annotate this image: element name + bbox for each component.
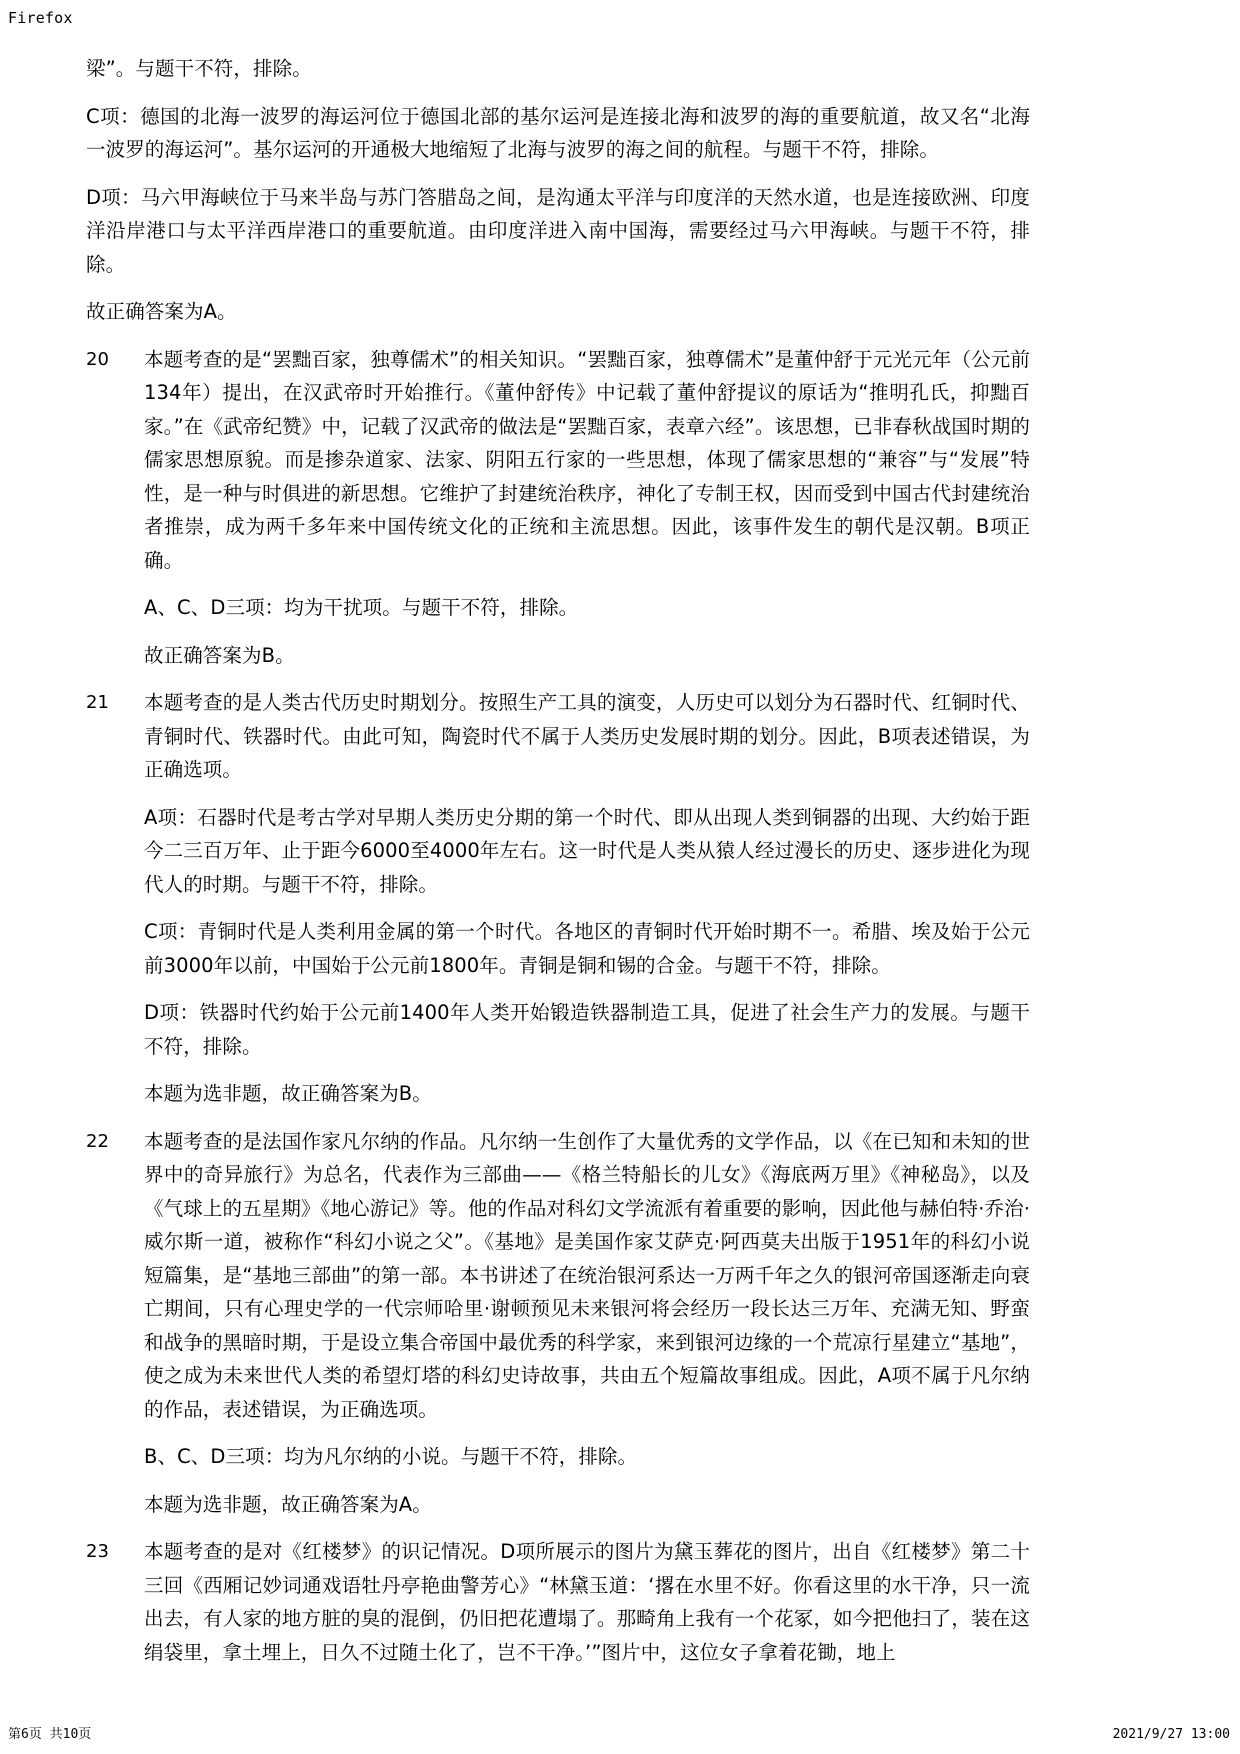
question-number: 22 bbox=[86, 1130, 109, 1152]
question-block bbox=[86, 1535, 1030, 1669]
page-number-label: 第6页 共10页 bbox=[8, 1727, 92, 1742]
option-paragraph: C项：青铜时代是人类利用金属的第一个时代。各地区的青铜时代开始时期不一。希腊、埃及始于公元前3000年以前，中国始于公元前1800年。青铜是铜和锡的合金。与题干不符，排除。 bbox=[144, 920, 1030, 977]
browser-name: Firefox bbox=[8, 9, 73, 27]
option-paragraph: 本题为选非题，故正确答案为B。 bbox=[144, 1082, 432, 1105]
question-explanation-text: 本题考查的是法国作家凡尔纳的作品。凡尔纳一生创作了大量优秀的文学作品，以《在已知和未知的世界中的奇异旅行》为总名，代表作为三部曲——《格兰特船长的儿女》《海底两万里》《神秘岛》，以及《气球上的五星期》《地心游记》等。他的作品对科幻文学流派有着重要的影响，因此他与赫伯特·乔治·威尔斯一道，被称作“科幻小说之父”。《基地》是美国作家艾萨克·阿西莫夫出版于1951年的科幻小说短篇集，是“基地三部曲”的第一部。本书讲述了在统治银河系达一万两千年之久的银河帝国逐渐走向衰亡期间，只有心理史学的一代宗师哈里·谢顿预见未来银河将会经历一段长达三万年、充满无知、野蛮和战争的黑暗时期，于是设立集合帝国中最优秀的科学家，来到银河边缘的一个荒凉行星建立“基地”，使之成为未来世代人类的希望灯塔的科幻史诗故事，共由五个短篇故事组成。因此，A项不属于凡尔纳的作品，表述错误，为正确选项。 bbox=[144, 1129, 1030, 1421]
question-explanation-text: 本题考查的是对《红楼梦》的识记情况。D项所展示的图片为黛玉葬花的图片，出自《红楼梦》第二十三回《西厢记妙词通戏语牡丹亭艳曲警芳心》“林黛玉道：‘撂在水里不好。你看这里的水干净，只一流出去，有人家的地方脏的臭的混倒，仍旧把花遭塌了。那畸角上我有一个花冢，如今把他扫了，装在这绢袋里，拿土埋上，日久不过随土化了，岂不干净。’”图片中，这位女子拿着花锄，地上 bbox=[144, 1540, 1030, 1664]
option-paragraph: A项：石器时代是考古学对早期人类历史分期的第一个时代、即从出现人类到铜器的出现、大约始于距今二三百万年、止于距今6000至4000年左右。这一时代是人类从猿人经过漫长的历史、逐步进化为现代人的时期。与题干不符，排除。 bbox=[144, 805, 1030, 896]
question-explanation-text: 本题考查的是“罢黜百家，独尊儒术”的相关知识。“罢黜百家，独尊儒术”是董仲舒于元光元年（公元前134年）提出，在汉武帝时开始推行。《董仲舒传》中记载了董仲舒提议的原话为“推明孔氏，抑黜百家。”在《武帝纪赞》中，记载了汉武帝的做法是“罢黜百家，表章六经”。该思想，已非春秋战国时期的儒家思想原貌。而是掺杂道家、法家、阴阳五行家的一些思想，体现了儒家思想的“兼容”与“发展”特性，是一种与时俱进的新思想。它维护了封建统治秩序，神化了专制王权，因而受到中国古代封建统治者推崇，成为两千多年来中国传统文化的正统和主流思想。因此，该事件发生的朝代是汉朝。B项正确。 bbox=[144, 347, 1030, 572]
print-timestamp: 2021/9/27 13:00 bbox=[1112, 1727, 1230, 1742]
question-number: 20 bbox=[86, 348, 109, 370]
paragraph: 故正确答案为A。 bbox=[86, 300, 237, 323]
question-block bbox=[86, 686, 1030, 787]
option-paragraph: A、C、D三项：均为干扰项。与题干不符，排除。 bbox=[144, 596, 579, 619]
question-number: 23 bbox=[86, 1541, 109, 1562]
option-paragraph: B、C、D三项：均为凡尔纳的小说。与题干不符，排除。 bbox=[144, 1445, 638, 1468]
question-number: 21 bbox=[86, 692, 109, 713]
option-paragraph: D项：铁器时代约始于公元前1400年人类开始锻造铁器制造工具，促进了社会生产力的发展。与题干不符，排除。 bbox=[144, 1001, 1030, 1058]
browser-print-header bbox=[8, 8, 1232, 34]
question-block bbox=[86, 343, 1030, 578]
question-block bbox=[86, 1125, 1030, 1427]
print-footer bbox=[8, 1722, 1230, 1744]
option-paragraph: 本题为选非题，故正确答案为A。 bbox=[144, 1492, 432, 1516]
paragraph: 梁”。与题干不符，排除。 bbox=[86, 57, 312, 80]
option-paragraph: 故正确答案为B。 bbox=[144, 643, 295, 667]
question-explanation-text: 本题考查的是人类古代历史时期划分。按照生产工具的演变，人历史可以划分为石器时代、红铜时代、青铜时代、铁器时代。由此可知，陶瓷时代不属于人类历史发展时期的划分。因此，B项表述错误，为正确选项。 bbox=[144, 691, 1030, 781]
document-body bbox=[86, 52, 1030, 1683]
paragraph: D项：马六甲海峡位于马来半岛与苏门答腊岛之间，是沟通太平洋与印度洋的天然水道，也是连接欧洲、印度洋沿岸港口与太平洋西岸港口的重要航道。由印度洋进入南中国海，需要经过马六甲海峡。与题干不符，排除。 bbox=[86, 185, 1030, 276]
paragraph: C项：德国的北海一波罗的海运河位于德国北部的基尔运河是连接北海和波罗的海的重要航道，故又名“北海一波罗的海运河”。基尔运河的开通极大地缩短了北海与波罗的海之间的航程。与题干不符，排除。 bbox=[86, 104, 1030, 161]
